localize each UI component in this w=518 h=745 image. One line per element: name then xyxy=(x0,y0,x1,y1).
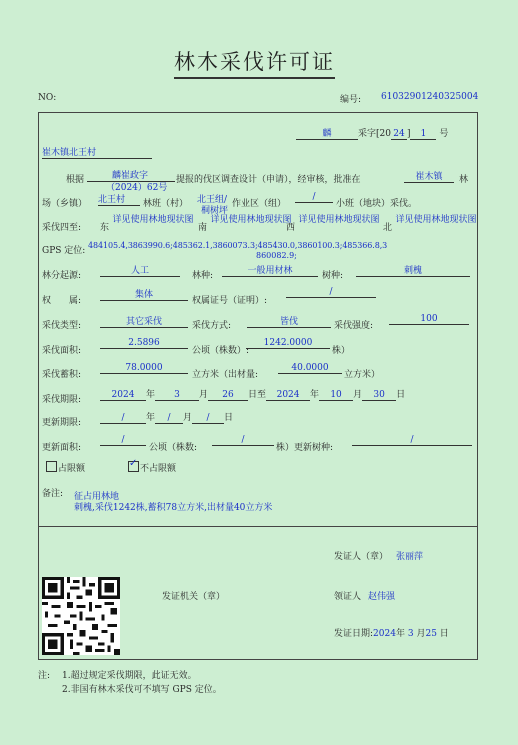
renew-count: / xyxy=(212,435,274,446)
output-value: 40.0000 xyxy=(278,363,342,374)
lin-label: 林 xyxy=(459,175,469,185)
period-values: 2024 年 3 月 26 日至 2024 年 10 月 30 日 xyxy=(100,387,405,401)
west-label: 西 xyxy=(286,223,296,233)
notes-label: 注: xyxy=(38,671,51,681)
area-value: 2.5896 xyxy=(100,338,188,349)
issuer-name: 张丽萍 xyxy=(396,552,424,562)
south-label: 南 xyxy=(198,223,208,233)
recipient-label: 领证人 xyxy=(334,592,362,602)
species-value: 刺槐 xyxy=(356,263,470,277)
issue-date: 发证日期:2024年 3 月25 日 xyxy=(334,629,449,639)
species-label: 树种: xyxy=(322,271,344,281)
no-label: NO: xyxy=(38,93,57,103)
ownership-label: 权 属: xyxy=(42,296,82,306)
gps-line-1: 484105.4,3863990.6;485362.1,3860073.3;485430.0,3860100.3;485366.8,3 xyxy=(88,241,388,250)
stem-unit: 株） xyxy=(332,346,351,356)
sub-label: 小班（地块）采伐。 xyxy=(336,199,418,209)
divider-line xyxy=(38,526,478,527)
renew-period-label: 更新期限: xyxy=(42,418,82,428)
area-unit: 公顷（株数）: xyxy=(192,346,250,356)
renew-area-label: 更新面积: xyxy=(42,443,82,453)
serial-number: 61032901240325004 xyxy=(381,92,479,102)
township-label: 场（乡镇） xyxy=(42,199,88,209)
qr-code-icon xyxy=(41,577,121,655)
basis-text: 提报的伐区调查设计（申请），经审核，批准在 xyxy=(176,175,361,185)
stem-count: 1242.0000 xyxy=(246,338,330,349)
group-value-2: 桐树坪 xyxy=(201,206,229,216)
renew-area-unit: 公顷（株数: xyxy=(149,443,198,453)
basis-underline xyxy=(87,181,175,182)
recipient-name: 赵伟强 xyxy=(368,592,396,602)
volume-label: 采伐蓄积: xyxy=(42,370,82,380)
document-title: 林木采伐许可证 xyxy=(174,46,335,79)
remarks-line-2: 刺槐,采伐1242株,蓄积78立方米,出材量40立方米 xyxy=(74,503,273,513)
serial-label: 编号: xyxy=(340,95,362,105)
quota-not-occupied[interactable]: ✓ 不占限额 xyxy=(129,458,177,474)
method-value: 皆伐 xyxy=(247,314,331,328)
remarks-label: 备注: xyxy=(42,489,64,499)
basis-label: 根据 xyxy=(66,175,85,185)
east-label: 东 xyxy=(100,223,110,233)
north-label: 北 xyxy=(383,223,393,233)
volume-unit: 立方米（出材量: xyxy=(192,370,259,380)
quota-not-occupied-checkbox[interactable] xyxy=(128,458,139,472)
note-2: 2.非国有林木采伐可不填写 GPS 定位。 xyxy=(62,685,222,695)
issuer-label: 发证人（章） xyxy=(334,552,389,562)
authority-label: 发证机关（章） xyxy=(162,592,226,602)
gps-line-2: 860082.9; xyxy=(256,251,297,260)
intensity-label: 采伐强度: xyxy=(334,321,374,331)
addressee: 崔木镇北王村 xyxy=(42,145,152,159)
north-value: 详见使用林地现状图 xyxy=(395,215,477,225)
origin-label: 林分起源: xyxy=(42,271,82,281)
basis-doc-2: （2024）62号 xyxy=(106,183,168,193)
renew-species: / xyxy=(352,435,472,446)
quota-occupied-checkbox[interactable] xyxy=(46,461,57,472)
sub-value: / xyxy=(295,192,333,203)
remarks-line-1: 征占用林地 xyxy=(74,492,120,502)
note-1: 1.超过规定采伐期限，此证无效。 xyxy=(62,671,197,681)
south-value: 详见使用林地现状图 xyxy=(210,215,292,225)
forest-type-label: 林种: xyxy=(192,271,214,281)
harvest-type-value: 其它采伐 xyxy=(100,314,188,328)
gps-label: GPS 定位: xyxy=(42,246,86,256)
village-value: 北王村 xyxy=(98,192,140,206)
ownership-value: 集体 xyxy=(100,287,188,301)
output-unit: 立方米） xyxy=(344,370,381,380)
village-label: 林班（村） xyxy=(143,199,189,209)
east-value: 详见使用林地现状图 xyxy=(112,215,194,225)
approved-town: 崔木镇 xyxy=(404,169,454,183)
intensity-value: 100 xyxy=(389,314,469,325)
renew-area-value: / xyxy=(100,435,146,446)
west-value: 详见使用林地现状图 xyxy=(298,215,380,225)
checkmark-icon: ✓ xyxy=(129,458,138,469)
origin-value: 人工 xyxy=(100,263,180,277)
harvest-type-label: 采伐类型: xyxy=(42,321,82,331)
group-value-1: 北王组/ xyxy=(197,195,228,205)
cert-value: / xyxy=(286,287,376,298)
forest-type-value: 一般用材林 xyxy=(222,263,318,277)
method-label: 采伐方式: xyxy=(192,321,232,331)
renew-period-values: / 年 / 月 / 日 xyxy=(100,410,233,424)
renew-count-unit: 株）更新树种: xyxy=(276,443,334,453)
permit-word: 麟 采字[20 24 ] 1 号 xyxy=(296,126,448,140)
period-label: 采伐期限: xyxy=(42,395,82,405)
zone-label: 作业区（组） xyxy=(232,199,287,209)
boundary-label: 采伐四至: xyxy=(42,223,82,233)
cert-label: 权属证号（证明）: xyxy=(192,296,268,306)
area-label: 采伐面积: xyxy=(42,346,82,356)
quota-occupied[interactable]: 占限额 xyxy=(46,461,85,474)
volume-value: 78.0000 xyxy=(100,363,188,374)
basis-doc-1: 麟崔政字 xyxy=(112,171,149,181)
